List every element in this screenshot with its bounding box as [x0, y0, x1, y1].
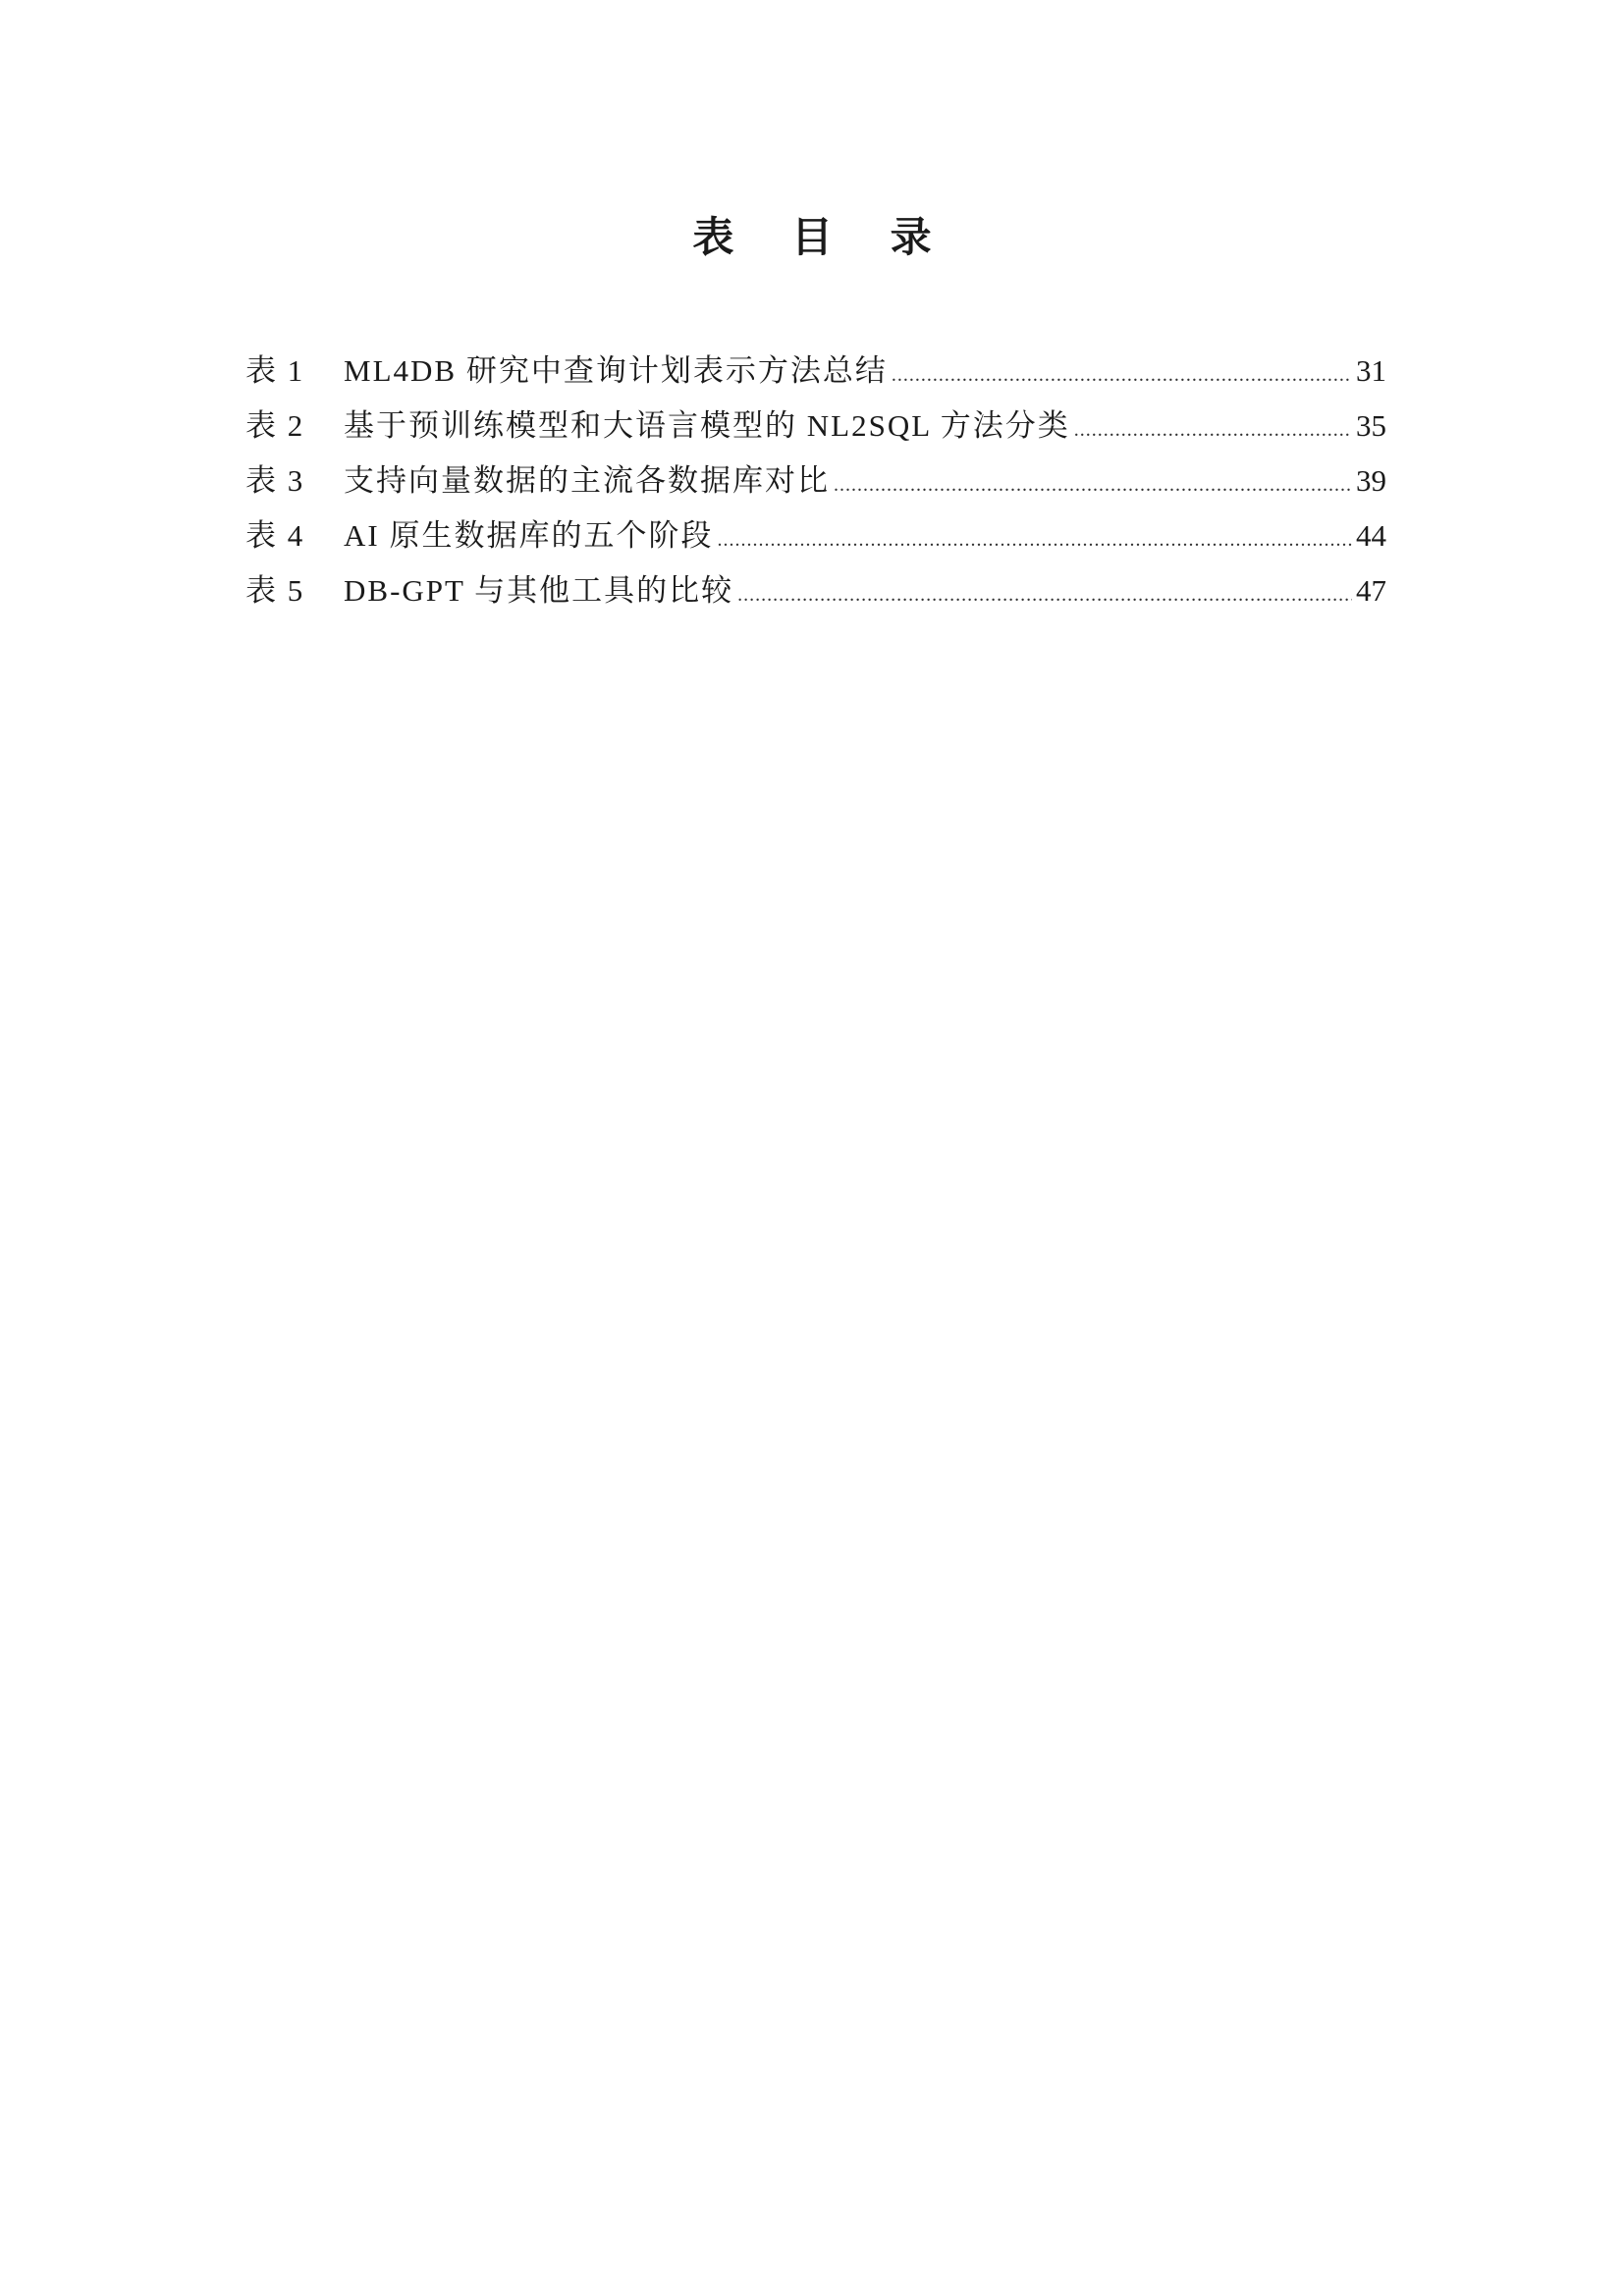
toc-dot-leader — [834, 457, 1352, 512]
page-title: 表 目 录 — [692, 213, 953, 261]
toc-entry-title: DB-GPT 与其他工具的比较 — [344, 573, 734, 608]
toc-entry-table-4[interactable] — [245, 508, 1386, 563]
toc-entry-title: 支持向量数据的主流各数据库对比 — [344, 463, 830, 498]
toc-dot-leader — [717, 512, 1352, 567]
toc-entry-title: AI 原生数据库的五个阶段 — [344, 518, 714, 553]
toc-entry-title: 基于预训练模型和大语言模型的 NL2SQL 方法分类 — [344, 408, 1070, 443]
toc-entry-page: 31 — [1356, 353, 1386, 388]
toc-entry-number: 表 2 — [245, 408, 305, 443]
toc-entry-page: 47 — [1356, 573, 1386, 608]
toc-dot-leader — [892, 347, 1352, 402]
toc-entry-table-5[interactable] — [245, 563, 1386, 618]
toc-dot-leader — [1074, 402, 1352, 457]
toc-entry-title: ML4DB 研究中查询计划表示方法总结 — [344, 353, 888, 388]
toc-entry-page: 35 — [1356, 408, 1386, 443]
toc-entry-table-3[interactable] — [245, 454, 1386, 508]
toc-entry-table-1[interactable] — [245, 344, 1386, 399]
toc-entry-number: 表 4 — [245, 518, 305, 553]
toc-entry-number: 表 1 — [245, 353, 305, 388]
toc-entry-number: 表 5 — [245, 573, 305, 608]
toc-entry-number: 表 3 — [245, 463, 305, 498]
toc-dot-leader — [737, 567, 1352, 622]
toc-entry-page: 44 — [1356, 518, 1386, 553]
toc-entry-table-2[interactable] — [245, 399, 1386, 454]
toc-entry-page: 39 — [1356, 463, 1386, 498]
table-of-tables — [245, 344, 1386, 618]
